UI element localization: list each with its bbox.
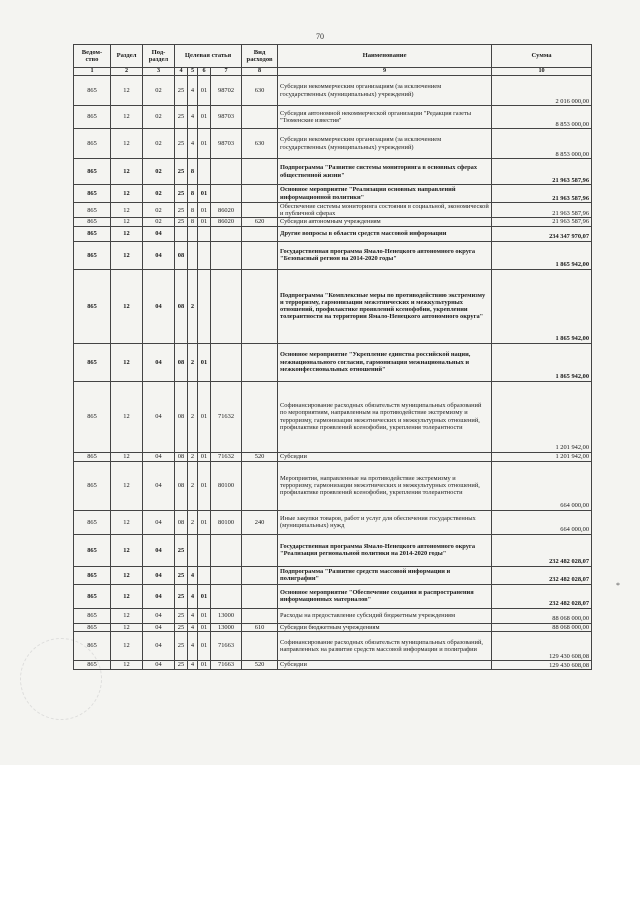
table-row xyxy=(74,203,592,218)
cell-vid-raskhodov: 630 xyxy=(242,76,278,106)
table-row xyxy=(74,461,592,510)
cell-subprogram: 4 xyxy=(188,631,198,660)
cell-event xyxy=(198,566,211,584)
cell-direction xyxy=(211,226,242,241)
table-row xyxy=(74,226,592,241)
cell-vid-raskhodov: 620 xyxy=(242,218,278,226)
cell-naimenovanie: Государственная программа Ямало-Ненецкого автономного округа "Реализация региональной политики на 2014-2020 годы" xyxy=(278,534,492,566)
cell-direction: 80100 xyxy=(211,510,242,534)
cell-razdel: 12 xyxy=(111,185,143,203)
cell-subprogram: 4 xyxy=(188,76,198,106)
cell-summa: 1 201 942,00 xyxy=(492,381,592,452)
cell-direction: 86020 xyxy=(211,218,242,226)
cell-program: 25 xyxy=(175,159,188,185)
cell-vid-raskhodov xyxy=(242,226,278,241)
header-vid-raskhodov: Вид расходов xyxy=(242,45,278,68)
cell-event: 01 xyxy=(198,76,211,106)
cell-podrazdel: 04 xyxy=(143,343,175,381)
cell-podrazdel: 04 xyxy=(143,631,175,660)
cell-direction xyxy=(211,584,242,608)
cell-event xyxy=(198,534,211,566)
cell-razdel: 12 xyxy=(111,106,143,129)
cell-program: 08 xyxy=(175,269,188,343)
cell-vedomstvo: 865 xyxy=(74,631,111,660)
cell-podrazdel: 02 xyxy=(143,129,175,159)
header-podrazdel: Под-раздел xyxy=(143,45,175,68)
cell-event: 01 xyxy=(198,608,211,623)
cell-vedomstvo: 865 xyxy=(74,584,111,608)
cell-razdel: 12 xyxy=(111,461,143,510)
cell-naimenovanie: Основное мероприятие "Реализация основных направлений информационной политики" xyxy=(278,185,492,203)
cell-summa: 232 482 028,07 xyxy=(492,534,592,566)
cell-event xyxy=(198,241,211,269)
cell-podrazdel: 02 xyxy=(143,106,175,129)
cell-naimenovanie: Софинансирование расходных обязательств муниципальных образований, направленных на развитие средств массовой информации и полиграфии xyxy=(278,631,492,660)
cell-program: 25 xyxy=(175,584,188,608)
cell-subprogram: 2 xyxy=(188,381,198,452)
cell-podrazdel: 02 xyxy=(143,159,175,185)
column-number-row xyxy=(74,68,592,76)
cell-subprogram xyxy=(188,226,198,241)
cell-subprogram: 2 xyxy=(188,510,198,534)
cell-naimenovanie: Субсидии некоммерческим организациям (за исключением государственных (муниципальных) учреждений) xyxy=(278,129,492,159)
cell-summa: 8 853 000,00 xyxy=(492,129,592,159)
cell-razdel: 12 xyxy=(111,566,143,584)
table-row xyxy=(74,660,592,669)
cell-direction: 98702 xyxy=(211,76,242,106)
column-number: 9 xyxy=(278,68,492,76)
cell-event xyxy=(198,159,211,185)
cell-vid-raskhodov xyxy=(242,534,278,566)
cell-subprogram: 4 xyxy=(188,608,198,623)
cell-event xyxy=(198,226,211,241)
cell-podrazdel: 04 xyxy=(143,534,175,566)
cell-event: 01 xyxy=(198,129,211,159)
header-vedomstvo: Ведом-ство xyxy=(74,45,111,68)
cell-podrazdel: 04 xyxy=(143,660,175,669)
cell-subprogram: 2 xyxy=(188,343,198,381)
cell-program: 25 xyxy=(175,203,188,218)
cell-summa: 1 865 942,00 xyxy=(492,241,592,269)
cell-direction xyxy=(211,185,242,203)
cell-razdel: 12 xyxy=(111,584,143,608)
cell-razdel: 12 xyxy=(111,76,143,106)
cell-vedomstvo: 865 xyxy=(74,226,111,241)
column-number: 3 xyxy=(143,68,175,76)
cell-summa: 129 430 608,08 xyxy=(492,631,592,660)
cell-summa: 232 482 028,07 xyxy=(492,584,592,608)
cell-naimenovanie: Иные закупки товаров, работ и услуг для обеспечения государственных (муниципальных) нужд xyxy=(278,510,492,534)
cell-vid-raskhodov xyxy=(242,203,278,218)
cell-direction: 98703 xyxy=(211,129,242,159)
cell-vid-raskhodov xyxy=(242,381,278,452)
table-row xyxy=(74,218,592,226)
page-number: 70 xyxy=(316,32,324,41)
cell-vid-raskhodov: 610 xyxy=(242,623,278,631)
cell-razdel: 12 xyxy=(111,218,143,226)
cell-program: 25 xyxy=(175,566,188,584)
cell-vedomstvo: 865 xyxy=(74,343,111,381)
cell-program: 08 xyxy=(175,343,188,381)
cell-vid-raskhodov xyxy=(242,241,278,269)
cell-direction: 86020 xyxy=(211,203,242,218)
cell-subprogram: 8 xyxy=(188,218,198,226)
cell-program: 08 xyxy=(175,510,188,534)
cell-subprogram: 4 xyxy=(188,660,198,669)
cell-naimenovanie: Подпрограмма "Развитие средств массовой информации и полиграфии" xyxy=(278,566,492,584)
table-row xyxy=(74,608,592,623)
cell-podrazdel: 04 xyxy=(143,381,175,452)
cell-program: 08 xyxy=(175,241,188,269)
cell-vid-raskhodov: 630 xyxy=(242,129,278,159)
table-row xyxy=(74,534,592,566)
cell-direction xyxy=(211,241,242,269)
table-row xyxy=(74,566,592,584)
column-number: 1 xyxy=(74,68,111,76)
cell-podrazdel: 04 xyxy=(143,452,175,461)
cell-direction: 71663 xyxy=(211,631,242,660)
cell-event: 01 xyxy=(198,185,211,203)
cell-program: 25 xyxy=(175,129,188,159)
cell-program: 25 xyxy=(175,76,188,106)
cell-summa: 1 201 942,00 xyxy=(492,452,592,461)
header-tselevaya-statya: Целевая статья xyxy=(175,45,242,68)
cell-vedomstvo: 865 xyxy=(74,461,111,510)
cell-vedomstvo: 865 xyxy=(74,129,111,159)
cell-direction xyxy=(211,534,242,566)
table-row xyxy=(74,584,592,608)
cell-razdel: 12 xyxy=(111,343,143,381)
cell-podrazdel: 04 xyxy=(143,269,175,343)
cell-razdel: 12 xyxy=(111,631,143,660)
cell-program: 25 xyxy=(175,218,188,226)
cell-vedomstvo: 865 xyxy=(74,76,111,106)
cell-vedomstvo: 865 xyxy=(74,566,111,584)
cell-naimenovanie: Субсидии некоммерческим организациям (за исключением государственных (муниципальных) учреждений) xyxy=(278,76,492,106)
cell-vedomstvo: 865 xyxy=(74,203,111,218)
cell-event: 01 xyxy=(198,660,211,669)
column-number: 6 xyxy=(198,68,211,76)
table-row xyxy=(74,452,592,461)
cell-direction xyxy=(211,159,242,185)
cell-podrazdel: 04 xyxy=(143,566,175,584)
cell-summa: 21 963 587,96 xyxy=(492,203,592,218)
cell-summa: 21 963 587,96 xyxy=(492,218,592,226)
cell-subprogram: 2 xyxy=(188,461,198,510)
cell-naimenovanie: Государственная программа Ямало-Ненецкого автономного округа "Безопасный регион на 2014-2020 годы" xyxy=(278,241,492,269)
cell-razdel: 12 xyxy=(111,269,143,343)
cell-vid-raskhodov xyxy=(242,566,278,584)
cell-program: 25 xyxy=(175,185,188,203)
cell-event: 01 xyxy=(198,218,211,226)
cell-summa: 21 963 587,96 xyxy=(492,185,592,203)
cell-direction xyxy=(211,269,242,343)
header-naimenovanie: Наименование xyxy=(278,45,492,68)
cell-event xyxy=(198,269,211,343)
cell-vedomstvo: 865 xyxy=(74,452,111,461)
cell-naimenovanie: Субсидия автономной некоммерческой организации "Редакция газеты "Тюменские известия" xyxy=(278,106,492,129)
table-row xyxy=(74,76,592,106)
cell-direction: 13000 xyxy=(211,608,242,623)
table-row xyxy=(74,510,592,534)
cell-naimenovanie: Подпрограмма "Комплексные меры по противодействию экстремизму и терроризму, гармонизации межэтнических и межкультурных отношений, профилактике проявлений ксенофобии, укреплении толерантности на территории Ямало-Ненецкого автономного округа" xyxy=(278,269,492,343)
cell-naimenovanie: Субсидии xyxy=(278,452,492,461)
cell-razdel: 12 xyxy=(111,241,143,269)
cell-event: 01 xyxy=(198,461,211,510)
cell-podrazdel: 02 xyxy=(143,203,175,218)
cell-naimenovanie: Субсидии xyxy=(278,660,492,669)
cell-podrazdel: 04 xyxy=(143,461,175,510)
cell-naimenovanie: Субсидии автономным учреждениям xyxy=(278,218,492,226)
table-row xyxy=(74,185,592,203)
cell-vid-raskhodov: 240 xyxy=(242,510,278,534)
cell-razdel: 12 xyxy=(111,534,143,566)
margin-mark: * xyxy=(616,581,620,590)
cell-direction: 13000 xyxy=(211,623,242,631)
column-number: 7 xyxy=(211,68,242,76)
cell-summa: 232 482 028,07 xyxy=(492,566,592,584)
cell-event: 01 xyxy=(198,343,211,381)
cell-event: 01 xyxy=(198,510,211,534)
table-row xyxy=(74,343,592,381)
table-row xyxy=(74,106,592,129)
cell-razdel: 12 xyxy=(111,381,143,452)
cell-subprogram: 4 xyxy=(188,129,198,159)
cell-naimenovanie: Расходы на предоставление субсидий бюджетным учреждениям xyxy=(278,608,492,623)
cell-razdel: 12 xyxy=(111,510,143,534)
cell-event: 01 xyxy=(198,203,211,218)
cell-summa: 664 000,00 xyxy=(492,461,592,510)
cell-podrazdel: 04 xyxy=(143,510,175,534)
cell-subprogram: 2 xyxy=(188,452,198,461)
cell-naimenovanie: Основное мероприятие "Обеспечение создания и распространения информационных материалов" xyxy=(278,584,492,608)
cell-vid-raskhodov: 520 xyxy=(242,660,278,669)
cell-program: 25 xyxy=(175,106,188,129)
cell-event: 01 xyxy=(198,623,211,631)
cell-direction: 98703 xyxy=(211,106,242,129)
cell-podrazdel: 04 xyxy=(143,241,175,269)
cell-program xyxy=(175,226,188,241)
cell-event: 01 xyxy=(198,106,211,129)
header-razdel: Раздел xyxy=(111,45,143,68)
cell-subprogram: 4 xyxy=(188,106,198,129)
cell-program: 25 xyxy=(175,534,188,566)
cell-naimenovanie: Основное мероприятие "Укрепление единства российской нации, межнационального согласия, гармонизация межнациональных и межконфессиональных отношений" xyxy=(278,343,492,381)
cell-vid-raskhodov xyxy=(242,461,278,510)
cell-razdel: 12 xyxy=(111,159,143,185)
cell-summa: 1 865 942,00 xyxy=(492,343,592,381)
cell-vedomstvo: 865 xyxy=(74,185,111,203)
cell-subprogram: 4 xyxy=(188,584,198,608)
cell-razdel: 12 xyxy=(111,129,143,159)
cell-vid-raskhodov xyxy=(242,185,278,203)
cell-program: 25 xyxy=(175,631,188,660)
column-number: 8 xyxy=(242,68,278,76)
cell-podrazdel: 04 xyxy=(143,584,175,608)
cell-summa: 8 853 000,00 xyxy=(492,106,592,129)
cell-program: 08 xyxy=(175,461,188,510)
cell-podrazdel: 02 xyxy=(143,76,175,106)
cell-naimenovanie: Субсидии бюджетным учреждениям xyxy=(278,623,492,631)
cell-summa: 2 016 000,00 xyxy=(492,76,592,106)
table-row xyxy=(74,623,592,631)
cell-naimenovanie: Софинансирование расходных обязательств муниципальных образований по мероприятиям, направленным на противодействие экстремизму и терроризму, гармонизации межэтнических и межкультурных отношений, профилактике проявлений ксенофобии, укрепления толерантности xyxy=(278,381,492,452)
cell-event: 01 xyxy=(198,584,211,608)
cell-summa: 234 347 970,07 xyxy=(492,226,592,241)
table-row xyxy=(74,381,592,452)
table-row xyxy=(74,129,592,159)
cell-vedomstvo: 865 xyxy=(74,241,111,269)
cell-vid-raskhodov xyxy=(242,159,278,185)
cell-razdel: 12 xyxy=(111,623,143,631)
cell-subprogram: 4 xyxy=(188,623,198,631)
cell-program: 25 xyxy=(175,608,188,623)
cell-razdel: 12 xyxy=(111,226,143,241)
header-summa: Сумма xyxy=(492,45,592,68)
cell-program: 25 xyxy=(175,623,188,631)
cell-subprogram: 8 xyxy=(188,203,198,218)
cell-vedomstvo: 865 xyxy=(74,269,111,343)
cell-naimenovanie: Подпрограмма "Развитие системы мониторинга в основных сферах общественной жизни" xyxy=(278,159,492,185)
cell-direction xyxy=(211,566,242,584)
cell-direction: 71632 xyxy=(211,452,242,461)
table-row xyxy=(74,241,592,269)
column-number: 10 xyxy=(492,68,592,76)
budget-table xyxy=(73,44,592,670)
cell-subprogram: 2 xyxy=(188,269,198,343)
cell-vedomstvo: 865 xyxy=(74,218,111,226)
cell-subprogram: 4 xyxy=(188,566,198,584)
cell-direction: 71663 xyxy=(211,660,242,669)
cell-subprogram: 8 xyxy=(188,159,198,185)
cell-vid-raskhodov xyxy=(242,343,278,381)
cell-podrazdel: 02 xyxy=(143,218,175,226)
cell-razdel: 12 xyxy=(111,660,143,669)
table-row xyxy=(74,631,592,660)
cell-direction: 71632 xyxy=(211,381,242,452)
cell-event: 01 xyxy=(198,381,211,452)
cell-summa: 88 068 000,00 xyxy=(492,608,592,623)
cell-summa: 21 963 587,96 xyxy=(492,159,592,185)
cell-podrazdel: 04 xyxy=(143,226,175,241)
table-body xyxy=(74,76,592,670)
table-row xyxy=(74,159,592,185)
column-number: 5 xyxy=(188,68,198,76)
cell-vid-raskhodov xyxy=(242,106,278,129)
cell-summa: 1 865 942,00 xyxy=(492,269,592,343)
cell-naimenovanie: Обеспечение системы мониторинга состояния в социальной, экономической и публичной сферах xyxy=(278,203,492,218)
cell-podrazdel: 04 xyxy=(143,608,175,623)
header-row xyxy=(74,45,592,68)
cell-vedomstvo: 865 xyxy=(74,381,111,452)
cell-vedomstvo: 865 xyxy=(74,534,111,566)
table-row xyxy=(74,269,592,343)
cell-razdel: 12 xyxy=(111,203,143,218)
cell-direction: 80100 xyxy=(211,461,242,510)
cell-program: 08 xyxy=(175,381,188,452)
cell-summa: 129 430 608,08 xyxy=(492,660,592,669)
cell-vedomstvo: 865 xyxy=(74,159,111,185)
cell-event: 01 xyxy=(198,452,211,461)
cell-vid-raskhodov xyxy=(242,269,278,343)
cell-vedomstvo: 865 xyxy=(74,510,111,534)
cell-podrazdel: 04 xyxy=(143,623,175,631)
cell-subprogram xyxy=(188,534,198,566)
cell-razdel: 12 xyxy=(111,452,143,461)
cell-vid-raskhodov xyxy=(242,631,278,660)
cell-vedomstvo: 865 xyxy=(74,623,111,631)
cell-vid-raskhodov xyxy=(242,584,278,608)
cell-vedomstvo: 865 xyxy=(74,106,111,129)
cell-program: 25 xyxy=(175,660,188,669)
cell-summa: 664 000,00 xyxy=(492,510,592,534)
cell-direction xyxy=(211,343,242,381)
cell-program: 08 xyxy=(175,452,188,461)
cell-naimenovanie: Другие вопросы в области средств массовой информации xyxy=(278,226,492,241)
cell-vedomstvo: 865 xyxy=(74,608,111,623)
cell-podrazdel: 02 xyxy=(143,185,175,203)
cell-event: 01 xyxy=(198,631,211,660)
column-number: 4 xyxy=(175,68,188,76)
column-number: 2 xyxy=(111,68,143,76)
cell-naimenovanie: Мероприятия, направленные на противодействие экстремизму и терроризму, гармонизации межэтнических и межкультурных отношений, профилактике проявлений ксенофобии, укрепления толерантности xyxy=(278,461,492,510)
cell-vid-raskhodov xyxy=(242,608,278,623)
cell-vedomstvo: 865 xyxy=(74,660,111,669)
cell-subprogram xyxy=(188,241,198,269)
cell-vid-raskhodov: 520 xyxy=(242,452,278,461)
cell-summa: 88 068 000,00 xyxy=(492,623,592,631)
cell-subprogram: 8 xyxy=(188,185,198,203)
cell-razdel: 12 xyxy=(111,608,143,623)
